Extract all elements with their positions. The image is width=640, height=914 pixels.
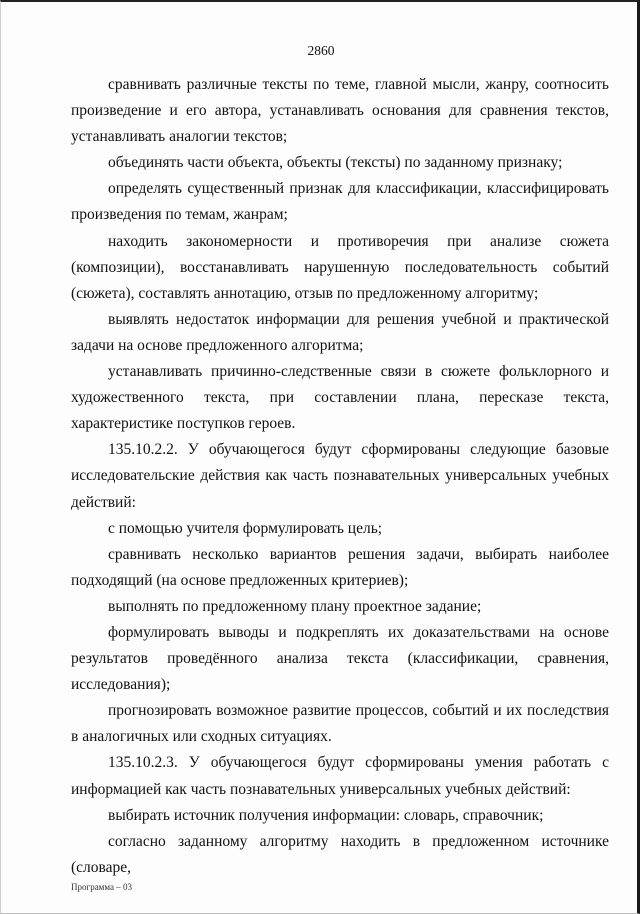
paragraph: сравнивать несколько вариантов решения задачи, выбирать наиболее подходящий (на основе предложенных критериев); xyxy=(71,545,609,589)
paragraph: формулировать выводы и подкреплять их доказательствами на основе результатов проведённого анализа текста (классификации, сравнения, исследования); xyxy=(71,623,609,694)
paragraph: прогнозировать возможное развитие процессов, событий и их последствия в аналогичных или сходных ситуациях. xyxy=(71,702,609,746)
paragraph: выполнять по предложенному плану проектное задание; xyxy=(108,597,482,615)
page-number: 2860 xyxy=(307,43,335,58)
body-text xyxy=(71,72,609,881)
paragraph: согласно заданному алгоритму находить в предложенном источнике (словаре, xyxy=(71,832,609,876)
paragraph: выбирать источник получения информации: словарь, справочник; xyxy=(108,806,544,824)
paragraph: объединять части объекта, объекты (тексты) по заданному признаку; xyxy=(108,154,563,172)
paragraph: устанавливать причинно-следственные связи в сюжете фольклорного и художественного текста, при составлении плана, пересказе текста, характеристике поступков героев. xyxy=(71,363,609,433)
paragraph: находить закономерности и противоречия при анализе сюжета (композиции), восстанавливать нарушенную последовательность событий (сюжета), составлять аннотацию, отзыв по предложенному алгоритму; xyxy=(71,232,609,302)
footer-label: Программа – 03 xyxy=(71,882,133,892)
section-paragraph: 135.10.2.2. У обучающегося будут сформированы следующие базовые исследовательские действия как часть познавательных универсальных учебных действий: xyxy=(71,441,609,511)
paragraph: с помощью учителя формулировать цель; xyxy=(108,519,383,537)
paragraph: определять существенный признак для классификации, классифицировать произведения по темам, жанрам; xyxy=(71,180,609,224)
section-paragraph: 135.10.2.3. У обучающегося будут сформированы умения работать с информацией как часть познавательных универсальных учебных действий: xyxy=(71,754,609,798)
paragraph: сравнивать различные тексты по теме, главной мысли, жанру, соотносить произведение и его автора, устанавливать основания для сравнения текстов, устанавливать аналогии текстов; xyxy=(71,76,609,146)
paragraph: выявлять недостаток информации для решения учебной и практической задачи на основе предложенного алгоритма; xyxy=(71,310,609,354)
